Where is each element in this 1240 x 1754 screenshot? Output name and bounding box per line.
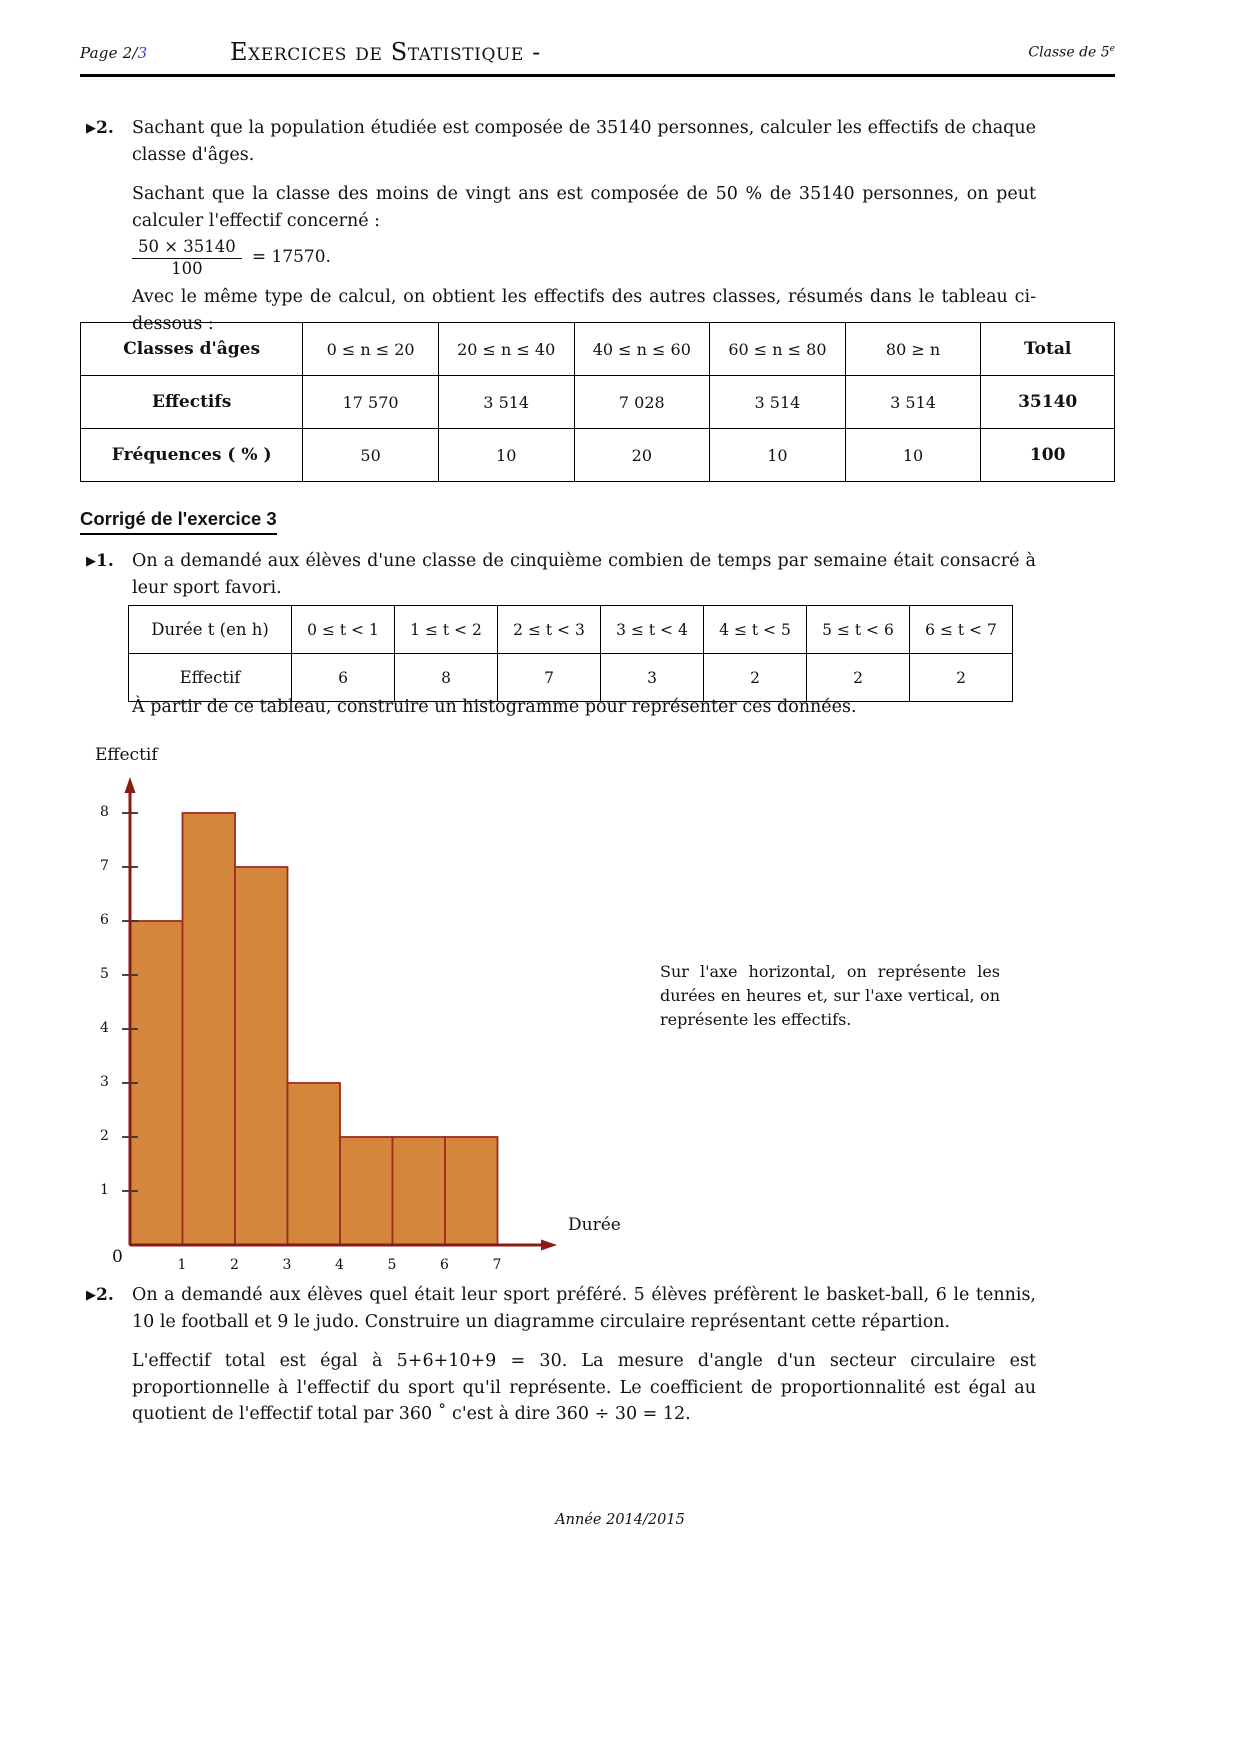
- table2-interval-4: 4 ≤ t < 5: [704, 606, 807, 654]
- header-divider: [80, 74, 1115, 77]
- exercise3-q2-text-column: [132, 1282, 1036, 1428]
- exercise2-block: [86, 115, 1036, 338]
- page-total: 3: [137, 44, 148, 62]
- duration-grid: [128, 605, 1013, 702]
- exercise3-q1-marker-text: 1.: [96, 551, 114, 571]
- fraction-equation: [132, 238, 1036, 278]
- duration-table: [128, 605, 1013, 702]
- y-axis-tick-label: 2: [100, 1128, 109, 1144]
- table1-class-1: 20 ≤ n ≤ 40: [438, 323, 574, 376]
- y-axis-tick-label: 1: [100, 1182, 109, 1198]
- table1-effectif-3: 3 514: [710, 376, 846, 429]
- x-axis-tick-label: 7: [492, 1257, 502, 1273]
- x-axis-tick-label: 3: [282, 1257, 292, 1273]
- histogram-bar: [288, 1083, 341, 1245]
- document-title: Exercices de Statistique -: [230, 38, 541, 66]
- page-number-label: Page 2/: [80, 44, 138, 62]
- table2-rowhead-0: Durée t (en h): [129, 606, 292, 654]
- table2-effectif-6: 2: [910, 654, 1013, 702]
- exercise2-paragraph-3: Avec le même type de calcul, on obtient les effectifs des autres classes, résumés dans le tableau ci-dessous :: [132, 287, 1036, 334]
- page-header: [80, 38, 1115, 72]
- table2-interval-5: 5 ≤ t < 6: [807, 606, 910, 654]
- table2-interval-3: 3 ≤ t < 4: [601, 606, 704, 654]
- table1-rowhead-2: Fréquences ( % ): [81, 429, 303, 482]
- table2-interval-0: 0 ≤ t < 1: [292, 606, 395, 654]
- y-axis-tick-label: 3: [100, 1074, 109, 1090]
- table1-frequence-0: 50: [303, 429, 439, 482]
- age-classes-grid: [80, 322, 1115, 482]
- table2-effectif-4: 2: [704, 654, 807, 702]
- table1-effectif-0: 17 570: [303, 376, 439, 429]
- x-axis-tick-label: 2: [230, 1257, 239, 1273]
- table2-effectif-1: 8: [395, 654, 498, 702]
- table1-class-0: 0 ≤ n ≤ 20: [303, 323, 439, 376]
- table-row: [81, 429, 1115, 482]
- chart-sidenote: Sur l'axe horizontal, on représente les durées en heures et, sur l'axe vertical, on représente les effectifs.: [660, 962, 1000, 1029]
- table1-frequence-3: 10: [710, 429, 846, 482]
- table1-frequence-4: 10: [845, 429, 981, 482]
- x-axis-tick-label: 5: [387, 1257, 397, 1273]
- fraction-denominator: 100: [132, 258, 242, 278]
- exercise2-item: [86, 115, 1036, 338]
- class-label-text: Classe de 5: [1028, 44, 1110, 61]
- fraction: [132, 238, 242, 278]
- exercise3-q1-block: [86, 548, 1036, 601]
- table-row: [81, 323, 1115, 376]
- table-row: [81, 376, 1115, 429]
- table1-effectif-1: 3 514: [438, 376, 574, 429]
- table1-rowhead-0: Classes d'âges: [81, 323, 303, 376]
- exercise3-q2-marker-text: 2.: [96, 1285, 114, 1305]
- triangle-bullet-icon: ▶: [86, 121, 96, 136]
- exercise3-q2-item: [86, 1282, 1036, 1428]
- exercise3-q1-paragraph-1: On a demandé aux élèves d'une classe de cinquième combien de temps par semaine était consacré à leur sport favori.: [132, 551, 1036, 598]
- table1-effectif-4: 3 514: [845, 376, 981, 429]
- exercise3-q1-item: [86, 548, 1036, 601]
- exercise3-q2-paragraph-1: On a demandé aux élèves quel était leur sport préféré. 5 élèves préfèrent le basket-ball, 6 le tennis, 10 le football et 9 le judo. Construire un diagramme circulaire représentant cette répartion.: [132, 1285, 1036, 1332]
- page-number: [80, 44, 147, 62]
- table2-effectif-2: 7: [498, 654, 601, 702]
- histogram-bar: [183, 813, 236, 1245]
- page-footer: Année 2014/2015: [555, 1512, 685, 1528]
- exercise3-q1-text-column: [132, 548, 1036, 601]
- table2-interval-6: 6 ≤ t < 7: [910, 606, 1013, 654]
- table2-effectif-5: 2: [807, 654, 910, 702]
- table1-class-3: 60 ≤ n ≤ 80: [710, 323, 846, 376]
- class-label: [1028, 44, 1115, 61]
- table2-effectif-0: 6: [292, 654, 395, 702]
- histogram-bars: [130, 813, 498, 1245]
- table1-frequence-2: 20: [574, 429, 710, 482]
- x-axis-tick-label: 1: [177, 1257, 187, 1273]
- table2-effectif-3: 3: [601, 654, 704, 702]
- x-axis-arrow: [541, 1240, 557, 1251]
- table1-frequence-1: 10: [438, 429, 574, 482]
- chart-x-axis-title: Durée: [568, 1215, 621, 1235]
- histogram-bar: [235, 867, 288, 1245]
- y-axis-tick-label: 7: [100, 858, 109, 874]
- chart-origin-label: 0: [112, 1247, 123, 1267]
- exercise3-q1-instruction: À partir de ce tableau, construire un histogramme pour représenter ces données.: [132, 697, 857, 717]
- exercise2-paragraph-1: Sachant que la population étudiée est composée de 35140 personnes, calculer les effectifs de chaque classe d'âges.: [132, 118, 1036, 165]
- age-classes-table: [80, 322, 1115, 482]
- table1-total-header: Total: [981, 323, 1115, 376]
- table-row: [129, 654, 1013, 702]
- exercise3-q2-marker: [86, 1282, 132, 1428]
- exercise2-marker-text: 2.: [96, 118, 114, 138]
- table-row: [129, 606, 1013, 654]
- histogram-bar: [445, 1137, 498, 1245]
- table1-effectif-2: 7 028: [574, 376, 710, 429]
- triangle-bullet-icon: ▶: [86, 1288, 96, 1303]
- histogram-bar: [340, 1137, 393, 1245]
- y-axis-tick-label: 6: [100, 912, 109, 928]
- table1-class-2: 40 ≤ n ≤ 60: [574, 323, 710, 376]
- fraction-numerator: 50 × 35140: [138, 237, 236, 257]
- section-heading: [80, 508, 277, 535]
- table1-effectif-total: 35140: [981, 376, 1115, 429]
- y-axis-tick-label: 4: [100, 1020, 109, 1036]
- exercise3-q1-marker: [86, 548, 132, 601]
- exercise2-text-column: [132, 115, 1036, 338]
- table2-interval-2: 2 ≤ t < 3: [498, 606, 601, 654]
- exercise2-marker: [86, 115, 132, 338]
- histogram-chart: [90, 745, 650, 1273]
- exercise3-q2-paragraph-2: L'effectif total est égal à 5+6+10+9 = 30. La mesure d'angle d'un secteur circulaire est proportionnelle à l'effectif du sport qu'il représente. Le coefficient de proportionnalité est égal au quotient de l'effectif total par 360 ˚ c'est à dire 360 ÷ 30 = 12.: [132, 1351, 1036, 1425]
- histogram-svg: [90, 745, 650, 1265]
- y-axis-tick-label: 5: [100, 966, 109, 982]
- class-label-sup: e: [1109, 44, 1115, 54]
- y-axis-tick-label: 8: [100, 804, 109, 820]
- exercise2-paragraph-2: Sachant que la classe des moins de vingt ans est composée de 50 % de 35140 personnes, on peut calculer l'effectif concerné :: [132, 184, 1036, 231]
- fraction-result: = 17570.: [251, 247, 331, 268]
- x-axis-tick-label: 4: [335, 1257, 344, 1273]
- histogram-bar: [393, 1137, 446, 1245]
- section-heading-text: Corrigé de l'exercice 3: [80, 508, 277, 535]
- x-axis-tick-label: 6: [440, 1257, 449, 1273]
- chart-y-axis-title: Effectif: [95, 745, 158, 765]
- table1-class-4: 80 ≥ n: [845, 323, 981, 376]
- table2-rowhead-1: Effectif: [129, 654, 292, 702]
- table1-rowhead-1: Effectifs: [81, 376, 303, 429]
- triangle-bullet-icon: ▶: [86, 554, 96, 569]
- exercise3-q2-block: [86, 1282, 1036, 1428]
- table1-frequence-total: 100: [981, 429, 1115, 482]
- y-axis-arrow: [125, 777, 136, 793]
- table2-interval-1: 1 ≤ t < 2: [395, 606, 498, 654]
